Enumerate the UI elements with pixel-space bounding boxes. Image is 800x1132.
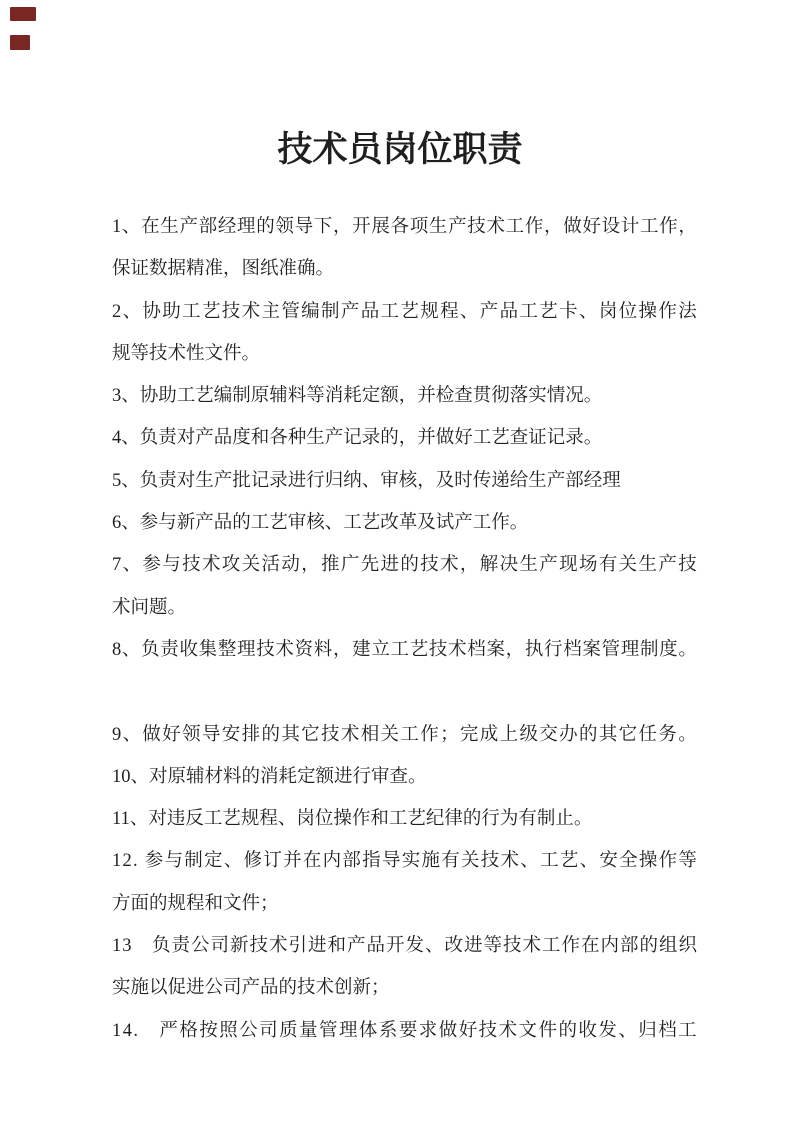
stamp-fragment-icon: [10, 7, 36, 21]
paragraph: [112, 544, 697, 629]
paragraph: [112, 502, 697, 544]
document-line: 3、协助工艺编制原辅料等消耗定额，并检查贯彻落实情况。: [112, 386, 603, 407]
paragraph: [112, 375, 697, 417]
document-line: 5、负责对生产批记录进行归纳、审核，及时传递给生产部经理: [112, 470, 621, 491]
document-line: 4、负责对产品度和各种生产记录的，并做好工艺查证记录。: [112, 428, 603, 449]
document-line: 6、参与新产品的工艺审核、工艺改革及试产工作。: [112, 513, 529, 534]
document-line: 10、对原辅材料的消耗定额进行审查。: [112, 766, 427, 787]
paragraph: [112, 206, 697, 291]
paragraph: [112, 460, 697, 502]
paragraph: [112, 417, 697, 459]
paragraph: [112, 714, 697, 756]
paragraph: [112, 291, 697, 376]
document-line: 规等技术性文件。: [112, 343, 261, 364]
document-line: 7 、 参 与 技 术 攻 关 活 动 ， 推 广 先 进 的 技 术 ， 解 决 生 产 现 场 有 关 生 产 技: [112, 555, 697, 576]
document-line: 1 4 . 严 格 按 照 公 司 质 量 管 理 体 系 要 求 做 好 技 术 文 件 的 收 发 、 归 档 工: [112, 1020, 697, 1041]
stamp-fragment-icon: [10, 35, 30, 50]
document-line: 保证数据精准，图纸准确。: [112, 259, 335, 280]
document-body: [112, 206, 697, 1052]
paragraph: [112, 840, 697, 925]
document-line: 8 、 负 责 收 集 整 理 技 术 资 料 ， 建 立 工 艺 技 术 档 案 ， 执 行 档 案 管 理 制 度 。: [112, 639, 697, 660]
document-line: 术问题。: [112, 597, 187, 618]
paragraph: [112, 629, 697, 671]
document-line: 9 、 做 好 领 导 安 排 的 其 它 技 术 相 关 工 作 ； 完 成 上 级 交 办 的 其 它 任 务 。: [112, 724, 697, 745]
paragraph: [112, 1010, 697, 1052]
paragraph: [112, 925, 697, 1010]
page-title: 技术员岗位职责: [277, 130, 523, 169]
document-line: 1 3 负 责 公 司 新 技 术 引 进 和 产 品 开 发 、 改 进 等 技 术 工 作 在 内 部 的 组 织: [112, 936, 697, 957]
blank-line: [112, 671, 697, 713]
document-line: 实施以促进公司产品的技术创新；: [112, 978, 390, 999]
document-line: 1 2 . 参 与 制 定 、 修 订 并 在 内 部 指 导 实 施 有 关 技 术 、 工 艺 、 安 全 操 作 等: [112, 851, 697, 872]
paragraph: [112, 798, 697, 840]
document-line: 方面的规程和文件；: [112, 893, 279, 914]
document-line: 2 、 协 助 工 艺 技 术 主 管 编 制 产 品 工 艺 规 程 、 产 品 工 艺 卡 、 岗 位 操 作 法: [112, 301, 697, 322]
paragraph: [112, 671, 697, 713]
document-line: 1 、 在 生 产 部 经 理 的 领 导 下 ， 开 展 各 项 生 产 技 术 工 作 ， 做 好 设 计 工 作 ，: [112, 217, 697, 237]
document-line: 11、对违反工艺规程、岗位操作和工艺纪律的行为有制止。: [112, 809, 593, 830]
paragraph: [112, 756, 697, 798]
